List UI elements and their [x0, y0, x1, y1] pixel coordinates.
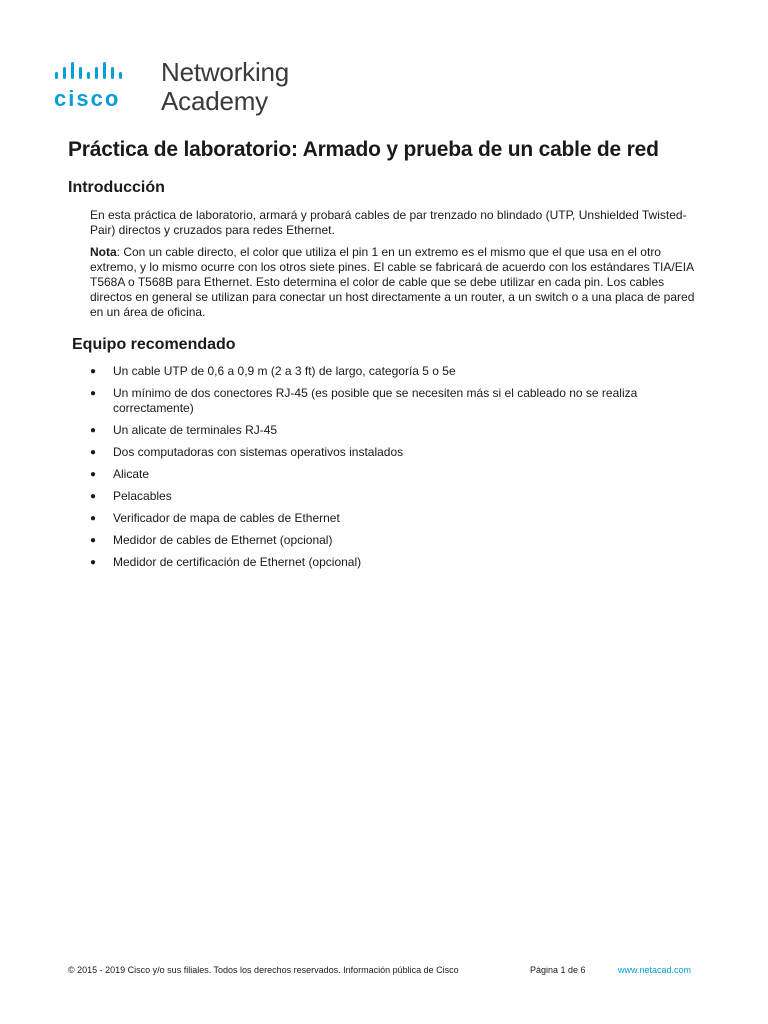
- footer-copyright: © 2015 - 2019 Cisco y/o sus filiales. Todos los derechos reservados. Información pública de Cisco: [68, 965, 459, 975]
- list-item: ● Pelacables: [90, 489, 172, 503]
- netacad-link[interactable]: www.netacad.com: [618, 965, 692, 975]
- cisco-bars-icon: [55, 62, 143, 82]
- equipment-heading: Equipo recomendado: [72, 336, 236, 353]
- list-item: ● Dos computadoras con sistemas operativos instalados: [90, 445, 404, 459]
- cisco-wordmark: cisco: [54, 86, 121, 111]
- bullet-icon: ●: [90, 491, 97, 502]
- list-item: ● Un cable UTP de 0,6 a 0,9 m (2 a 3 ft) de largo, categoría 5 o 5e: [90, 364, 456, 378]
- note-label: Nota: [90, 245, 117, 259]
- footer-page-number: Página 1 de 6: [530, 965, 586, 975]
- bullet-icon: ●: [90, 557, 97, 568]
- bullet-icon: ●: [90, 447, 97, 458]
- bullet-icon: ●: [90, 425, 97, 436]
- equipment-list: [90, 364, 690, 577]
- product-name-line2: Academy: [161, 86, 268, 116]
- bullet-icon: ●: [90, 366, 97, 377]
- product-name: [161, 58, 289, 116]
- list-item: ● Verificador de mapa de cables de Ethernet: [90, 511, 340, 525]
- note-text: : Con un cable directo, el color que utiliza el pin 1 en un extremo es el mismo que el que usa en el otro extremo, y lo mismo ocurre con los otros siete pines. El cable se fabricará de acuerdo con los estándares TIA/EIA T568A o T568B para Ethernet. Esto determina el color de cable que se debe utilizar en cada pin. Los cables directos en general se utilizan para conectar un host directamente a un router, a un switch o a una placa de pared en un área de oficina.: [90, 245, 695, 319]
- page-title: Práctica de laboratorio: Armado y prueba de un cable de red: [68, 138, 659, 161]
- introduction-heading: Introducción: [68, 179, 165, 196]
- introduction-paragraph: En esta práctica de laboratorio, armará y probará cables de par trenzado no blindado (UTP, Unshielded Twisted-Pair) directos y cruzados para redes Ethernet.: [90, 208, 687, 237]
- bullet-icon: ●: [90, 388, 97, 399]
- bullet-icon: ●: [90, 535, 97, 546]
- bullet-icon: ●: [90, 469, 97, 480]
- list-item: ● Medidor de certificación de Ethernet (opcional): [90, 555, 362, 569]
- page-footer: [0, 962, 768, 982]
- list-item: ● Alicate: [90, 467, 150, 481]
- note-paragraph: [90, 245, 702, 320]
- list-item: ● Un alicate de terminales RJ-45: [90, 423, 278, 437]
- list-item: ● Medidor de cables de Ethernet (opcional): [90, 533, 333, 547]
- list-item: ● Un mínimo de dos conectores RJ-45 (es posible que se necesiten más si el cableado no se realiza correctamente): [90, 386, 638, 415]
- bullet-icon: ●: [90, 513, 97, 524]
- product-name-line1: Networking: [161, 57, 290, 87]
- cisco-networking-academy-logo: [53, 58, 313, 120]
